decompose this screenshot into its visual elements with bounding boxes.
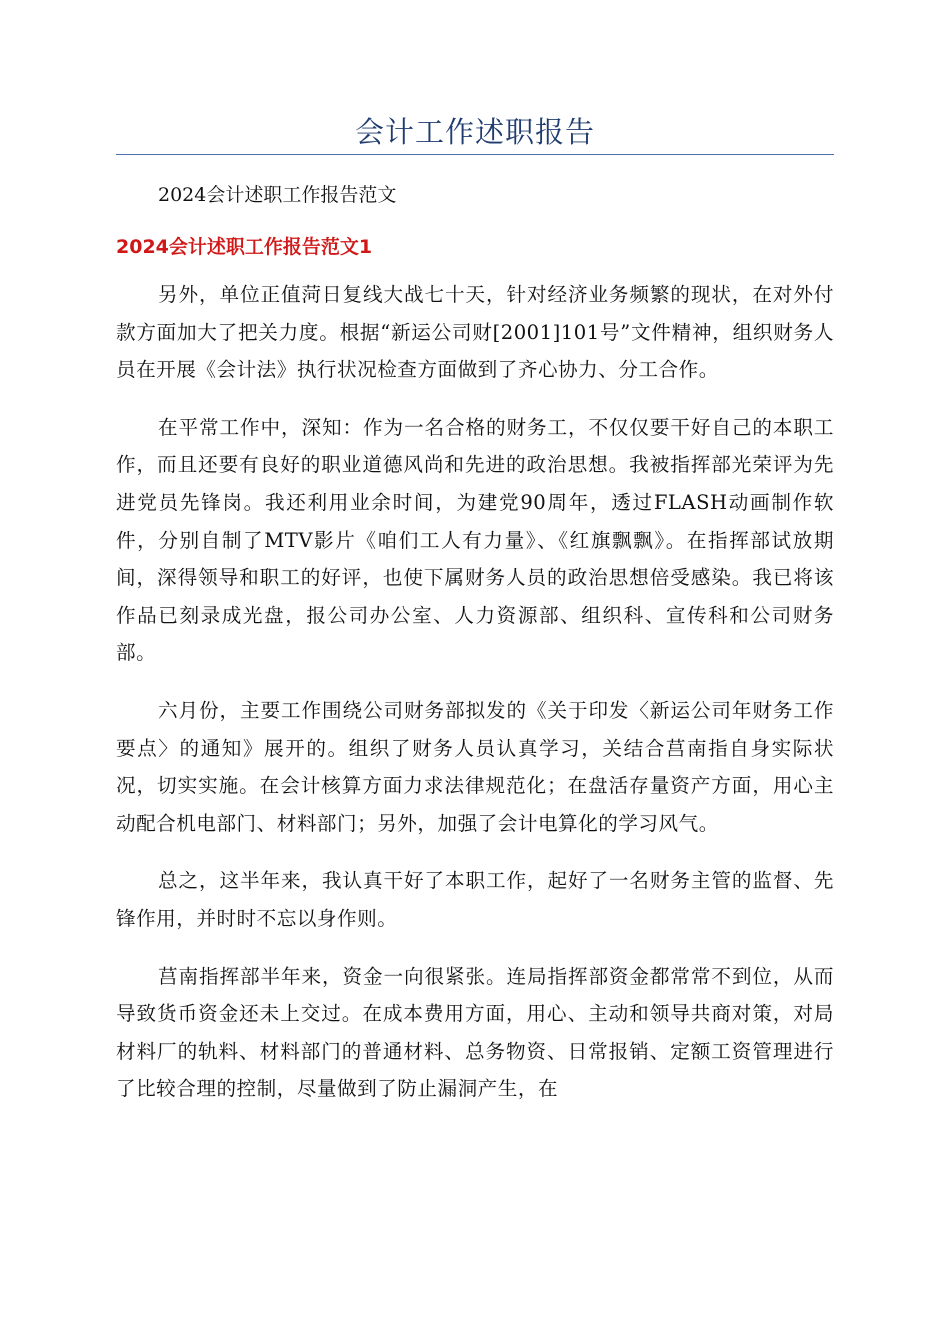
document-subtitle: 2024会计述职工作报告范文: [158, 184, 397, 206]
paragraph-3: 六月份，主要工作围绕公司财务部拟发的《关于印发〈新运公司年财务工作要点〉的通知》展开的。组织了财务人员认真学习，关结合莒南指自身实际状况，切实实施。在会计核算方面力求法律规范化；在盘活存量资产方面，用心主动配合机电部门、材料部门；另外，加强了会计电算化的学习风气。: [116, 698, 834, 835]
document-title: 会计工作述职报告: [354, 115, 595, 149]
paragraph-1: 另外，单位正值菏日复线大战七十天，针对经济业务频繁的现状，在对外付款方面加大了把关力度。根据“新运公司财[2001]101号”文件精神，组织财务人员在开展《会计法》执行状况检查方面做到了齐心协力、分工合作。: [116, 283, 834, 382]
paragraph-4: 总之，这半年来，我认真干好了本职工作，起好了一名财务主管的监督、先锋作用，并时时不忘以身作则。: [116, 869, 834, 930]
paragraph-5: 莒南指挥部半年来，资金一向很紧张。连局指挥部资金都常常不到位，从而导致货币资金还未上交过。在成本费用方面，用心、主动和领导共商对策，对局材料厂的轨料、材料部门的普通材料、总务物资、日常报销、定额工资管理进行了比较合理的控制，尽量做到了防止漏洞产生，在: [116, 964, 834, 1101]
paragraph-2: 在平常工作中，深知：作为一名合格的财务工，不仅仅要干好自己的本职工作，而且还要有良好的职业道德风尚和先进的政治思想。我被指挥部光荣评为先进党员先锋岗。我还利用业余时间，为建党90周年，透过FLASH动画制作软件，分别自制了MTV影片《咱们工人有力量》、《红旗飘飘》。在指挥部试放期间，深得领导和职工的好评，也使下属财务人员的政治思想倍受感染。我已将该作品已刻录成光盘，报公司办公室、人力资源部、组织科、宣传科和公司财务部。: [116, 415, 834, 665]
document-body: [116, 276, 834, 1128]
section-heading: 2024会计述职工作报告范文1: [116, 236, 373, 258]
title-underline: [116, 154, 834, 155]
